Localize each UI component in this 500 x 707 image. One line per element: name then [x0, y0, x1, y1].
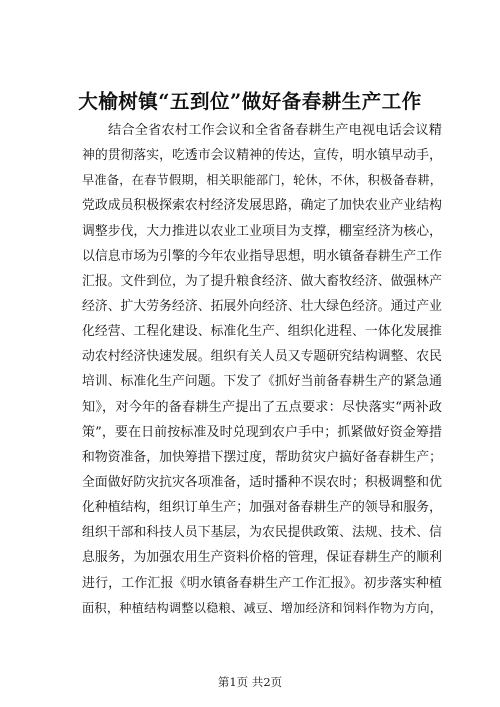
paragraph-line: 进行，工作汇报《明水镇备春耕生产工作汇报》。初步落实种植	[82, 575, 442, 591]
page-number: 第1页 共2页	[217, 675, 283, 689]
paragraph-line: 神的贯彻落实，吃透市会议精神的传达，宣传，明水镇早动手，	[82, 148, 442, 164]
paragraph-line: 结合全省农村工作会议和全省备春耕生产电视电话会议精	[108, 123, 442, 138]
paragraph-line: 培训、标准化生产问题。下发了《抓好当前备春耕生产的紧急通	[82, 374, 442, 390]
document-title: 大榆树镇“五到位”做好备春耕生产工作	[78, 90, 422, 113]
paragraph-line: 知》，对今年的备春耕生产提出了五点要求：尽快落实“两补政	[82, 399, 442, 415]
paragraph-line: 和物资准备，加快筹措下摆过度，帮助贫灾户搞好备春耕生产；	[82, 449, 442, 465]
paragraph-line: 动农村经济快速发展。组织有关人员又专题研究结构调整、农民	[82, 349, 442, 365]
paragraph-line: 化经营、工程化建设、标准化生产、组织化进程、一体化发展推	[82, 324, 442, 340]
paragraph-line: 化种植结构，组织订单生产；加强对备春耕生产的领导和服务，	[82, 500, 442, 516]
paragraph-line: 组织干部和科技人员下基层，为农民提供政策、法规、技术、信	[82, 525, 442, 541]
paragraph-line: 以信息市场为引擎的今年农业指导思想，明水镇备春耕生产工作	[82, 248, 442, 264]
paragraph-line: 息服务，为加强农用生产资料价格的管理，保证春耕生产的顺利	[82, 550, 442, 566]
body-paragraph	[82, 118, 442, 621]
paragraph-line: 汇报。文件到位，为了提升粮食经济、做大畜牧经济、做强林产	[82, 273, 442, 289]
paragraph-line: 党政成员积极探索农村经济发展思路，确定了加快农业产业结构	[82, 198, 442, 214]
paragraph-line: 调整步伐，大力推进以农业工业项目为支撑，棚室经济为核心，	[82, 223, 442, 239]
paragraph-line: 全面做好防灾抗灾各项准备，适时播种不误农时；积极调整和优	[82, 474, 442, 490]
paragraph-line: 策”，要在日前按标准及时兑现到农户手中；抓紧做好资金筹措	[82, 424, 442, 440]
paragraph-line: 早准备，在春节假期，相关职能部门，轮休，不休，积极备春耕，	[82, 173, 442, 188]
paragraph-line: 面积，种植结构调整以稳粮、减豆、增加经济和饲料作物为方向，	[82, 600, 442, 615]
paragraph-line: 经济、扩大劳务经济、拓展外向经济、壮大绿色经济。通过产业	[82, 298, 442, 314]
